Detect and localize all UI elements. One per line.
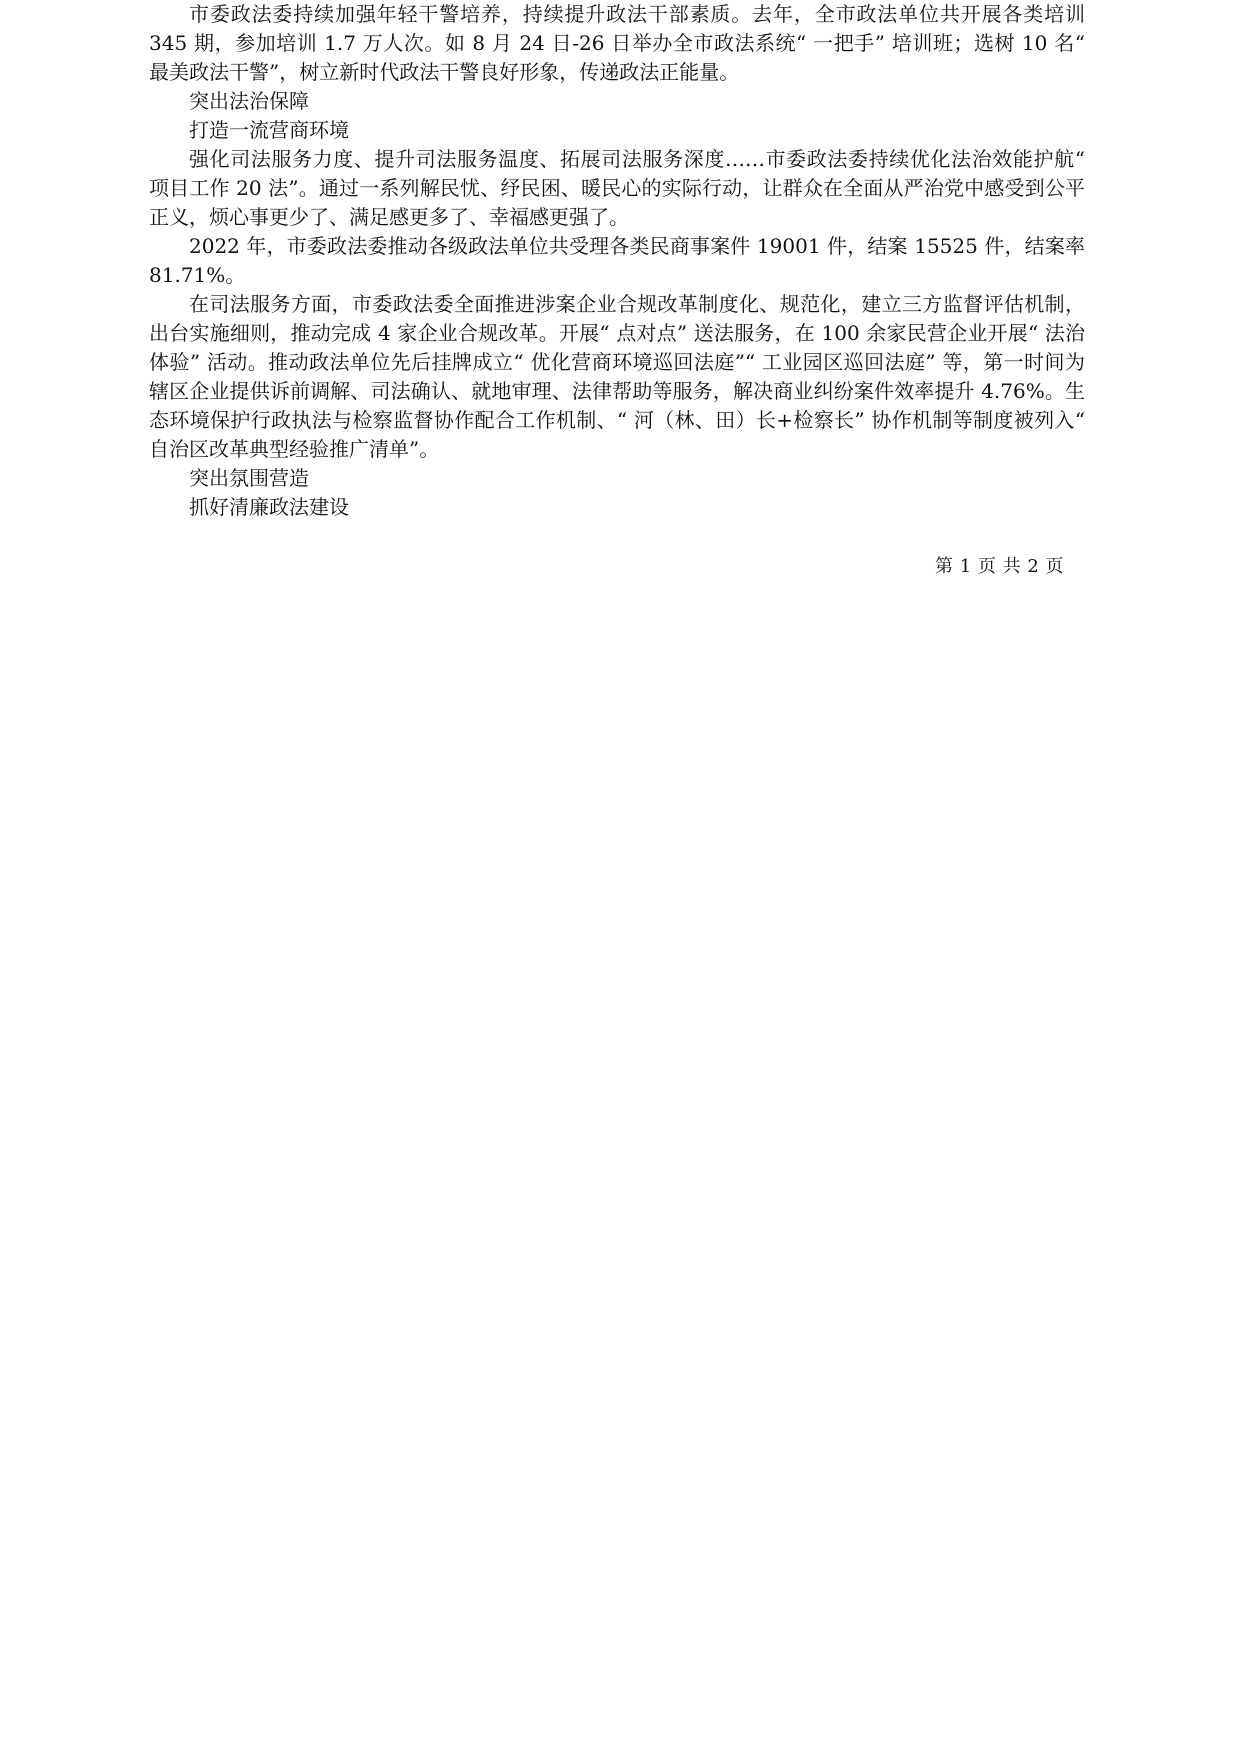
- paragraph-compliance-reform: 在司法服务方面，市委政法委全面推进涉案企业合规改革制度化、规范化，建立三方监督评估机制，出台实施细则，推动完成 4 家企业合规改革。开展“ 点对点” 送法服务，在 100 余家民营企业开展“ 法治体验” 活动。推动政法单位先后挂牌成立“ 优化营商环境巡回法庭”“ 工业园区巡回法庭” 等，第一时间为辖区企业提供诉前调解、司法确认、就地审理、法律帮助等服务，解决商业纠纷案件效率提升 4.76%。生态环境保护行政执法与检察监督协作配合工作机制、“ 河（林、田）长+检察长” 协作机制等制度被列入“ 自治区改革典型经验推广清单”。: [149, 292, 1085, 461]
- heading-atmosphere: 突出氛围营造: [189, 466, 309, 490]
- page-number-footer: [935, 555, 1075, 579]
- paragraph-training: 市委政法委持续加强年轻干警培养，持续提升政法干部素质。去年，全市政法单位共开展各类培训 345 期，参加培训 1.7 万人次。如 8 月 24 日-26 日举办全市政法系统“ 一把手” 培训班；选树 10 名“ 最美政法干警”，树立新时代政法干警良好形象，传递政法正能量。: [149, 2, 1085, 84]
- heading-clean-politics: 抓好清廉政法建设: [189, 495, 349, 519]
- page-number-text: 第 1 页 共 2 页: [935, 556, 1065, 577]
- paragraph-case-statistics: 2022 年，市委政法委推动各级政法单位共受理各类民商事案件 19001 件，结案 15525 件，结案率 81.71%。: [149, 234, 1085, 287]
- paragraph-judicial-service: 强化司法服务力度、提升司法服务温度、拓展司法服务深度……市委政法委持续优化法治效能护航“ 项目工作 20 法”。通过一系列解民忧、纾民困、暖民心的实际行动，让群众在全面从严治党中感受到公平正义，烦心事更少了、满足感更多了、幸福感更强了。: [149, 147, 1085, 229]
- document-body: [149, 0, 1085, 522]
- heading-business-environment: 打造一流营商环境: [189, 118, 349, 142]
- heading-rule-of-law: 突出法治保障: [189, 89, 309, 113]
